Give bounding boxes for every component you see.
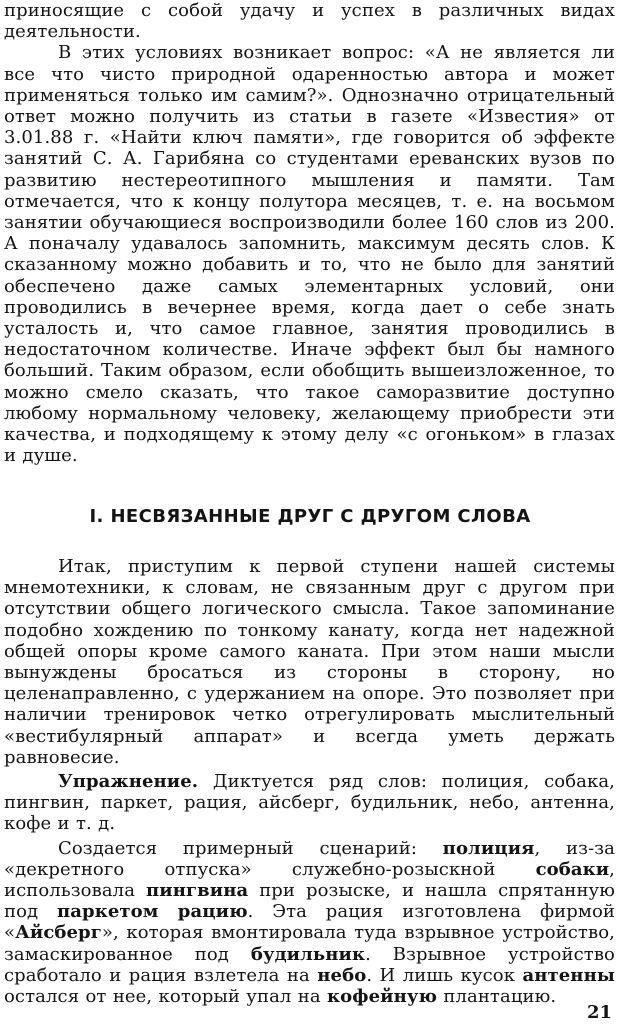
- scenario-text: », которая вмонтировала туда взрывное устройство, замаскированное под: [4, 922, 615, 965]
- scenario-keyword: паркетом рацию: [57, 901, 248, 923]
- scenario-text: плантацию.: [437, 986, 557, 1008]
- scenario-keyword: будильник: [250, 943, 366, 965]
- scenario-keyword: антенны: [522, 964, 616, 986]
- section-heading: I. НЕСВЯЗАННЫЕ ДРУГ С ДРУГОМ СЛОВА: [89, 506, 531, 527]
- scenario-text: при розыске, и нашла спрятанную под: [4, 880, 615, 923]
- page-number: 21: [586, 1002, 612, 1023]
- scenario-keyword: Айсберг: [15, 922, 102, 944]
- top-text-block: [4, 0, 615, 466]
- exercise-text: Диктуется ряд слов: полиция, собака, пингвин, паркет, рация, айсберг, будильник, небо, антенна, кофе и т. д.: [4, 771, 615, 835]
- scenario-text: . Взрывное устройство сработало и рация взлетела на: [4, 943, 615, 986]
- scenario-text: . Эта рация изготовлена фирмой «: [4, 901, 615, 944]
- paragraph-scenario: [4, 838, 615, 1008]
- scenario-text: Создается примерный сценарий:: [58, 837, 443, 859]
- scenario-text: остался от нее, который упал на: [4, 986, 328, 1008]
- section-text-block: [4, 556, 615, 1007]
- scenario-keyword: полиция: [442, 837, 535, 859]
- paragraph-exercise: [4, 771, 615, 835]
- scenario-text: . И лишь кусок: [366, 964, 523, 986]
- scenario-text: , использовала: [4, 858, 615, 902]
- scenario-keyword: кофейную: [327, 986, 438, 1008]
- scenario-text: , из-за «декретного отпуска» служебно-розыскной: [4, 837, 615, 880]
- scenario-keyword: небо: [317, 964, 367, 986]
- paragraph-intro: Итак, приступим к первой ступени нашей системы мнемотехники, к словам, не связанным друг с другом при отсутствии общего логического смысла. Такое запоминание подобно хождению по тонкому канату, когда нет надежной общей опоры кроме самого каната. При этом наши мысли вынуждены бросаться из стороны в сторону, но целенаправленно, с удержанием на опоре. Это позволяет при наличии тренировок четко отрегулировать мыслительный «вестибулярный аппарат» и всегда уметь держать равновесие.: [4, 556, 615, 768]
- scenario-keyword: собаки: [535, 858, 610, 880]
- scenario-keyword: пингвина: [146, 880, 249, 902]
- exercise-label: Упражнение.: [58, 771, 199, 793]
- paragraph-continuation: приносящие с собой удачу и успех в различных видах деятельности.: [4, 0, 615, 43]
- paragraph-question: В этих условиях возникает вопрос: «А не является ли все что чисто природной одаренностью автора и может применяться только им самим?». Однозначно отрицательный ответ можно получить из статьи в газете «Известия» от 3.01.88 г. «Найти ключ памяти», где говорится об эффекте занятий С. А. Гарибяна со студентами ереванских вузов по развитию нестереотипного мышления и памяти. Там отмечается, что к концу полутора месяцев, т. е. на восьмом занятии обучающиеся воспроизводили более 160 слов из 200. А поначалу удавалось запомнить, максимум десять слов. К сказанному можно добавить и то, что не было для занятий обеспечено даже самых элементарных условий, они проводились в вечернее время, когда дает о себе знать усталость и, что самое главное, занятия проводились в недостаточном количестве. Иначе эффект был бы намного больший. Таким образом, если обобщить вышеизложенное, то можно смело сказать, что такое саморазвитие доступно любому нормальному человеку, желающему приобрести эти качества, и подходящему к этому делу «с огоньком» в глазах и душе.: [4, 42, 615, 467]
